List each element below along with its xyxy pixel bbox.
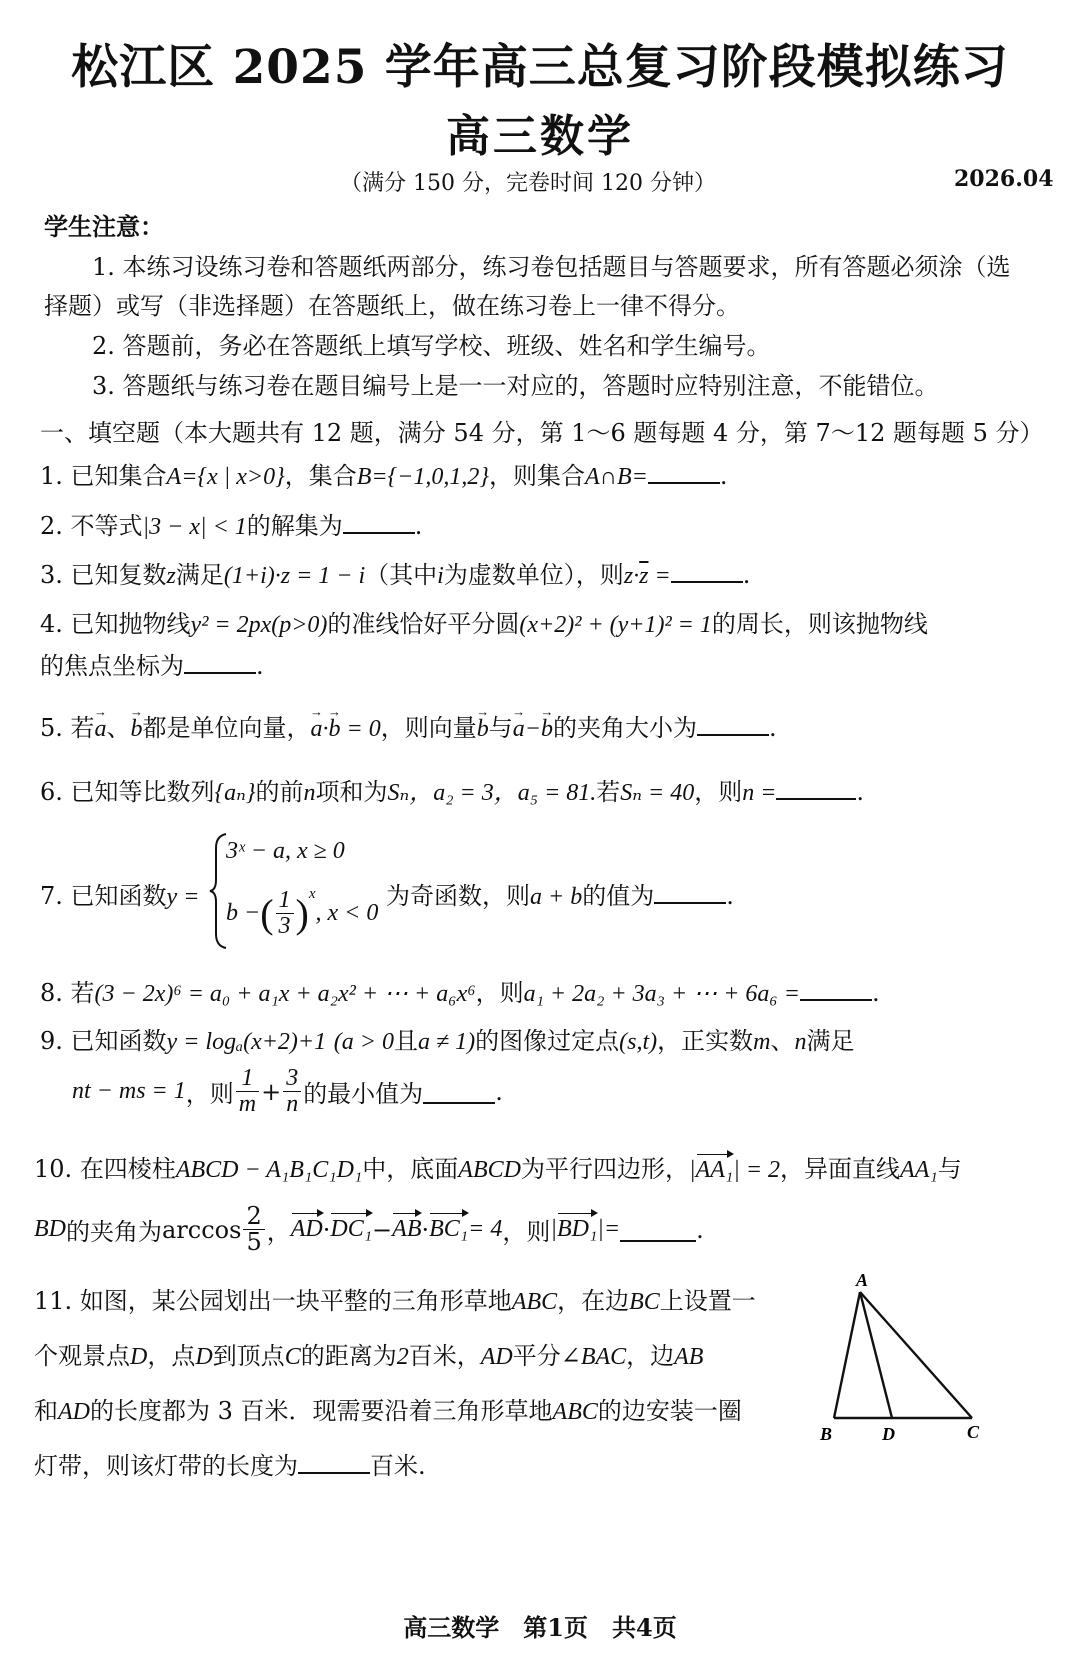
q6-text-2: 的前 <box>255 778 304 806</box>
q9-point: (s,t) <box>619 1029 658 1055</box>
q3-number: 3. <box>40 561 63 589</box>
question-9 <box>40 1021 854 1056</box>
q7-case-1: 3ˣ − a, x ≥ 0 <box>226 838 345 864</box>
q10-dot-2: · <box>421 1215 430 1244</box>
q5-text-2: 都是单位向量， <box>142 714 311 742</box>
question-11-line1 <box>34 1281 756 1316</box>
q9-constraint: nt − ms = 1 <box>72 1078 186 1105</box>
q5-dot-a: → a <box>311 716 323 743</box>
q1-intersection: A∩B= <box>584 464 648 490</box>
q10-frac-num: 2 <box>243 1204 264 1230</box>
q11-answer-blank[interactable] <box>298 1450 370 1474</box>
q7-answer-blank[interactable] <box>654 880 726 904</box>
q11-l2-m3: C <box>284 1344 301 1370</box>
q11-l2-t1: 个观景点 <box>34 1342 130 1370</box>
exam-date: 2026.04 <box>954 166 1054 192</box>
q3-equation: (1+i)·z = 1 − i <box>223 563 366 589</box>
q3-equals: = <box>648 563 671 589</box>
q10-text-4: ，异面直线 <box>780 1155 901 1183</box>
q10-dot-1: · <box>322 1215 331 1244</box>
q11-l4-t2: 百米. <box>370 1452 426 1480</box>
q4-text-2: 的准线恰好平分圆 <box>327 610 520 638</box>
q9-frac-2 <box>283 1066 301 1117</box>
q10-vec-ab: AB <box>392 1216 422 1243</box>
q11-triangle-figure <box>810 1270 1010 1460</box>
question-11-line2 <box>34 1336 703 1371</box>
q10-arccos: arccos <box>162 1215 242 1244</box>
q5-vector-b: → b <box>131 716 143 743</box>
q5-vec-b2: → b <box>477 716 489 743</box>
q10-text-6: 的夹角为 <box>66 1218 162 1247</box>
q11-l2-t2: ，点 <box>147 1342 196 1370</box>
q2-end: . <box>414 512 423 540</box>
q4-text-1: 已知抛物线 <box>70 610 191 638</box>
q9-frac1-num: 1 <box>236 1066 259 1092</box>
q11-l1-m2: BC <box>629 1289 660 1315</box>
q5-number: 5. <box>40 714 63 742</box>
q3-end: . <box>742 561 751 589</box>
q9-text-1: 已知函数 <box>70 1027 167 1055</box>
question-8 <box>40 973 880 1008</box>
q5-end: . <box>768 714 777 742</box>
q1-text-2: ，集合 <box>284 462 357 490</box>
q11-l2-t7: ，边 <box>626 1342 675 1370</box>
q1-number: 1. <box>40 462 63 490</box>
q5-text-5: 的夹角大小为 <box>552 714 697 742</box>
q11-l1-t3: 上设置一 <box>659 1287 756 1315</box>
q10-end: . <box>696 1215 704 1244</box>
q4-text-3: 的周长，则该抛物线 <box>711 610 928 638</box>
q4-parabola: y² = 2px(p>0) <box>190 612 328 638</box>
q6-sn-eq: Sₙ = 40 <box>620 780 695 806</box>
question-5: 5. 若→ a、→ b都是单位向量，→ a·→ b = 0，则向量→ b与→ a−→ b的夹角大小为 . <box>40 708 777 743</box>
q9-text-6: ，则 <box>185 1080 234 1109</box>
q11-l3-t2: 的长度都为 3 百米．现需要沿着三角形草地 <box>90 1397 553 1425</box>
q10-bd: BD <box>34 1216 66 1243</box>
q4-text-4: 的焦点坐标为 <box>40 652 184 680</box>
question-9-line2 <box>72 1066 503 1117</box>
q11-l2-t5: 百米， <box>408 1342 481 1370</box>
q10-text-2: 中，底面 <box>362 1155 459 1183</box>
q10-base: ABCD <box>458 1157 521 1183</box>
q11-l3-m2: ABC <box>552 1399 598 1425</box>
q6-text-4: 若 <box>596 778 621 806</box>
q11-l2-m4: 2 <box>396 1344 409 1370</box>
q9-answer-blank[interactable] <box>423 1080 495 1104</box>
question-10-line2: BD 的夹角为 arccos $\frac{2}{5}$ ， AD · DC₁ − AB · BC₁ = 4 ，则 | BD₁ | = . <box>34 1202 704 1257</box>
q8-answer-blank[interactable] <box>800 977 872 1001</box>
q6-number: 6. <box>40 778 63 806</box>
notice-item2: 2. 答题前，务必在答题纸上填写学校、班级、姓名和学生编号。 <box>92 332 771 360</box>
q9-text-5: 满足 <box>806 1027 855 1055</box>
q10-vec-bc1: BC₁ <box>429 1216 469 1243</box>
q10-eq2: = 2 <box>739 1157 781 1183</box>
q2-number: 2. <box>40 512 63 540</box>
q4-number: 4. <box>40 610 63 638</box>
q5-vector-a: → a <box>95 716 107 743</box>
page-footer: 高三数学 第1页 共4页 <box>403 1613 677 1642</box>
q10-text-3: 为平行四边形， <box>520 1155 689 1183</box>
q4-end: . <box>256 652 264 680</box>
q11-l1-t2: ，在边 <box>557 1287 630 1315</box>
q1-answer-blank[interactable] <box>648 460 720 484</box>
q9-text-4: ，正实数 <box>657 1027 754 1055</box>
q11-l2-t3: 到顶点 <box>212 1342 285 1370</box>
q5-text-1: 若 <box>70 714 95 742</box>
q9-frac1-den: m <box>238 1091 257 1118</box>
q7-case2-b: b − <box>226 900 261 927</box>
q6-text-3: 项和为 <box>315 778 388 806</box>
q7-text-1: 已知函数 <box>70 882 167 910</box>
notice-item3: 3. 答题纸与练习卷在题目编号上是一一对应的，答题时应特别注意，不能错位。 <box>92 372 939 400</box>
q1-set-a: A={x | x>0} <box>166 464 285 490</box>
q2-text-2: 的解集为 <box>246 512 343 540</box>
q1-text-1: 已知集合 <box>70 462 167 490</box>
q9-function: y = logₐ(x+2)+1 <box>166 1029 327 1055</box>
question-3 <box>40 555 750 590</box>
q9-frac2-num: 3 <box>283 1066 301 1092</box>
q1-set-b: B={−1,0,1,2} <box>356 464 489 490</box>
q11-l4-t1: 灯带，则该灯带的长度为 <box>34 1452 298 1480</box>
q5-text-4: 与 <box>488 714 513 742</box>
q11-label-c: C <box>967 1422 980 1442</box>
notice-item1-line1: 1. 本练习设练习卷和答题纸两部分，练习卷包括题目与答题要求，所有答题必须涂（选 <box>92 253 1011 281</box>
q7-frac-num: 1 <box>276 888 294 914</box>
q5-dot-eq: = 0 <box>340 716 381 742</box>
q7-case2-cond: , x < 0 <box>315 900 379 927</box>
q6-sn: Sₙ <box>387 780 410 806</box>
notice-item1-line2: 择题）或写（非选择题）在答题纸上，做在练习卷上一律不得分。 <box>44 292 740 320</box>
q11-l2-t4: 的距离为 <box>300 1342 397 1370</box>
exam-info: （满分 150 分，完卷时间 120 分钟） <box>340 171 716 196</box>
q6-answer-blank[interactable] <box>776 776 856 800</box>
q9-end: . <box>495 1077 503 1106</box>
q7-y-eq: y = <box>166 884 200 910</box>
q10-minus: − <box>372 1215 393 1244</box>
q9-frac-1 <box>236 1066 259 1117</box>
q11-label-a: A <box>856 1270 869 1290</box>
q5-answer-blank[interactable] <box>697 712 769 736</box>
q3-z-times: z· <box>623 563 640 589</box>
q2-answer-blank[interactable] <box>343 510 415 534</box>
q11-l2-m7: AB <box>674 1344 704 1370</box>
q10-text-7: ，则 <box>502 1218 551 1247</box>
q8-expansion: (3 − 2x)⁶ = a₀ + a₁x + a₂x² + ⋯ + a₆x⁶ <box>94 981 476 1007</box>
q8-text-2: ，则 <box>475 979 524 1007</box>
q4-circle: (x+2)² + (y+1)² = 1 <box>519 612 712 638</box>
q10-vec-aa1: AA₁ <box>695 1157 734 1183</box>
q10-text-5: 与 <box>937 1155 962 1183</box>
q6-text-5: ，则 <box>694 778 743 806</box>
q3-i: i <box>437 563 444 589</box>
q8-text-1: 若 <box>70 979 95 1007</box>
q1-end: . <box>719 462 728 490</box>
question-1 <box>40 456 727 491</box>
q8-sum: a₁ + 2a₂ + 3a₃ + ⋯ + 6a₆ = <box>523 981 800 1007</box>
q10-eq4: = 4 <box>468 1216 503 1243</box>
question-6 <box>40 772 864 807</box>
q11-l3-t1: 和 <box>34 1397 58 1425</box>
q6-n: n <box>303 780 316 806</box>
q10-eq: = <box>603 1216 621 1243</box>
q11-l1-t1: 如图，某公园划出一块平整的三角形草地 <box>79 1287 512 1315</box>
question-10: 10. 在四棱柱ABCD − A₁B₁C₁D₁中，底面ABCD为平行四边形，|AA₁| = 2，异面直线AA₁与 <box>34 1155 962 1183</box>
q10-vec-bd1: BD₁ <box>556 1216 598 1243</box>
section1-heading: 一、填空题（本大题共有 12 题，满分 54 分，第 1～6 题每题 4 分，第 7～12 题每题 5 分） <box>40 419 1044 447</box>
q5-vec-b3: → b <box>541 716 553 743</box>
q9-plus: + <box>261 1077 282 1106</box>
q7-text-2: 为奇函数，则 <box>386 882 530 910</box>
q10-frac-den: 5 <box>246 1228 262 1257</box>
q11-l1-m1: ABC <box>511 1289 558 1315</box>
q9-text-7: 的最小值为 <box>303 1080 424 1109</box>
q10-fraction <box>243 1204 264 1255</box>
notice-heading: 学生注意： <box>44 212 164 241</box>
q9-text-3: 的图像过定点 <box>475 1027 620 1055</box>
q11-number: 11. <box>34 1287 73 1315</box>
q3-z: z <box>166 563 176 589</box>
q10-prism: ABCD − A₁B₁C₁D₁ <box>175 1157 363 1183</box>
q9-text-2: 且 <box>393 1027 418 1055</box>
q11-l2-m5: AD <box>480 1344 513 1370</box>
q6-sequence: {aₙ} <box>214 780 256 806</box>
q11-side-ab <box>834 1292 860 1418</box>
q11-l2-t6: 平分 <box>512 1342 561 1370</box>
q11-l2-m1: D <box>130 1344 148 1370</box>
q11-l3-m1: AD <box>58 1399 90 1425</box>
q11-label-b: B <box>820 1424 833 1444</box>
q8-number: 8. <box>40 979 63 1007</box>
q5-text-3: ，则向量 <box>380 714 477 742</box>
q9-cond-1: (a > 0 <box>333 1029 394 1055</box>
q7-frac-den: 3 <box>278 913 291 940</box>
q3-answer-blank[interactable] <box>671 559 743 583</box>
q10-vec-dc1: DC₁ <box>330 1216 373 1243</box>
q9-sep: 、 <box>770 1027 795 1055</box>
exam-subject: 高三数学 <box>446 111 634 162</box>
q9-number: 9. <box>40 1027 63 1055</box>
q2-text-1: 不等式 <box>70 512 143 540</box>
exam-title: 松江区 2025 学年高三总复习阶段模拟练习 <box>71 40 1009 95</box>
question-7-tail <box>386 876 734 911</box>
q3-z-conjugate: $\overline{z}$ <box>639 563 649 589</box>
q11-l2-m2: D <box>195 1344 213 1370</box>
q8-end: . <box>871 979 880 1007</box>
q6-text-1: 已知等比数列 <box>70 778 215 806</box>
q7-a-plus-b: a + b <box>530 884 583 910</box>
question-4 <box>40 604 928 639</box>
q11-l3-t3: 的边安装一圈 <box>597 1397 742 1425</box>
question-2 <box>40 506 422 541</box>
q10-line-aa1: AA₁ <box>900 1157 938 1183</box>
q10-text-1: 在四棱柱 <box>79 1155 176 1183</box>
q9-cond-2: a ≠ 1) <box>417 1029 476 1055</box>
q1-text-3: ，则集合 <box>488 462 585 490</box>
q5-vec-a3: → a <box>513 716 525 743</box>
q9-n: n <box>794 1029 807 1055</box>
q2-inequality: |3 − x| < 1 <box>142 514 247 540</box>
q9-frac2-den: n <box>286 1091 299 1118</box>
q9-m: m <box>753 1029 771 1055</box>
q4-answer-blank[interactable] <box>184 650 256 674</box>
q7-text-3: 的值为 <box>582 882 655 910</box>
q6-n-eq: n = <box>742 780 777 806</box>
question-11-line4 <box>34 1446 426 1481</box>
q5-sep: 、 <box>106 714 131 742</box>
q3-text-4: 为虚数单位），则 <box>443 561 624 589</box>
question-11-line3 <box>34 1391 742 1426</box>
q5-dot-b: → b <box>329 716 341 743</box>
q7-end: . <box>726 882 734 910</box>
q3-text-3: （其中 <box>365 561 438 589</box>
q7-fraction <box>276 888 294 939</box>
q11-l2-m6: ∠BAC <box>560 1344 627 1370</box>
q7-case-2: b − ( $\frac{1}{3}$ ) x , x < 0 <box>226 886 379 940</box>
question-4-line2 <box>40 646 264 681</box>
q3-text-2: 满足 <box>175 561 224 589</box>
question-7-label <box>40 876 199 911</box>
q10-number: 10. <box>34 1155 73 1183</box>
q11-label-d: D <box>882 1424 895 1444</box>
q3-text-1: 已知复数 <box>70 561 167 589</box>
q6-end: . <box>856 778 865 806</box>
q10-vec-ad: AD <box>290 1216 323 1243</box>
q10-answer-blank[interactable] <box>620 1218 696 1242</box>
q7-number: 7. <box>40 882 63 910</box>
q6-terms: ，a₂ = 3，a₅ = 81. <box>409 780 597 806</box>
